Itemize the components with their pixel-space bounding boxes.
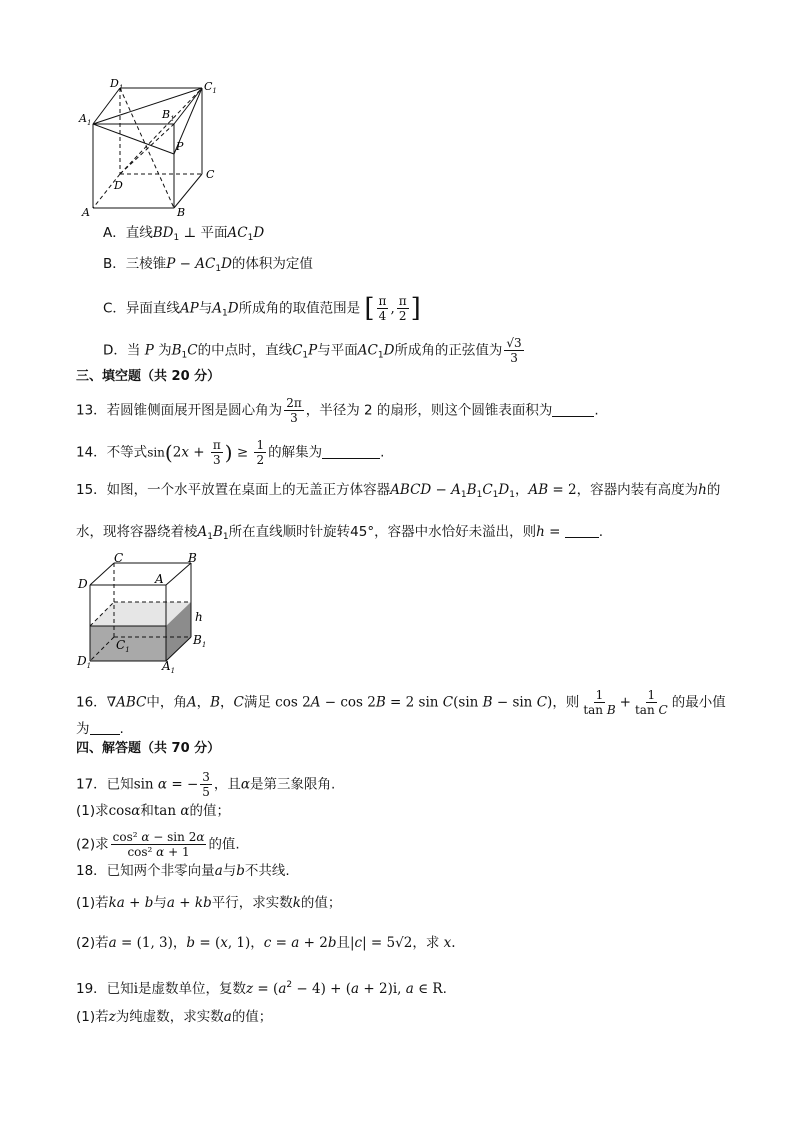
option-a: A．直线$BD_1$ ⊥ 平面$AC_1D$	[103, 225, 265, 243]
label2-D: D	[78, 577, 88, 591]
question-19-part-1: (1)若z为纯虚数，求实数a的值；	[76, 1009, 273, 1025]
question-13: 13．若圆锥侧面展开图是圆心角为 $\frac{2\pi}{3}$ ，半径为 2 的扇形，则这个圆锥表面积为 .	[76, 396, 599, 425]
question-18-part-2: (2)若a = (1, 3)，b = (x, 1)，c = a + 2b且|c| = 5√2，求 x.	[76, 935, 456, 951]
container-figure	[76, 553, 216, 673]
question-16-line-2: 为 .	[76, 721, 124, 737]
label-B1: $B_1$	[162, 108, 175, 123]
label2-C: C	[114, 553, 124, 565]
option-b: B．三棱锥$P - AC_1D$的体积为定值	[103, 256, 313, 274]
question-15-line-2: 水，现将容器绕着棱$A_1B_1$所在直线顺时针旋转45°，容器中水恰好未溢出，则h = .	[76, 524, 603, 542]
question-17-part-1: (1)求cosα和tan α的值；	[76, 803, 230, 819]
label-D: D	[114, 179, 123, 192]
label-C: C	[206, 168, 215, 181]
label2-A1: $A_1$	[162, 659, 176, 673]
label2-C1: $C_1$	[116, 638, 130, 654]
label-D1: $D_1$	[110, 77, 124, 92]
option-d: D．当 P 为$B_1C$的中点时，直线$C_1P$与平面$AC_1D$所成角的正弦值为 $\frac{√3}{3}$	[103, 336, 522, 365]
question-15-line-1: 15．如图，一个水平放置在桌面上的无盖正方体容器ABCD − $A_1B_1C_1D_1$，AB = 2，容器内装有高度为h的	[76, 482, 721, 500]
label-C1: $C_1$	[204, 80, 217, 95]
label2-D1: $D_1$	[77, 654, 92, 670]
question-19: 19．已知i是虚数单位，复数$z = (a^2 - 4) + (a + 2)i$, a ∈ R.	[76, 980, 447, 997]
question-16: 16．∇ABC中，角A，B，C满足 cos 2A − cos 2B = 2 sin C(sin B − sin C)，则 $\frac{1}{\text{tan B}}$ + $\frac{1}{\text{tan C}}$ 的最小值	[76, 688, 726, 717]
question-17-part-2: (2)求 $\frac{\text{cos² α − sin 2α}}{\text{cos² α + 1}}$ 的值.	[76, 830, 240, 859]
label-A1: $A_1$	[79, 112, 92, 127]
question-18: 18．已知两个非零向量a与b不共线.	[76, 863, 290, 879]
section-3-title: 三、填空题（共 20 分）	[76, 369, 221, 384]
label-B: B	[177, 206, 186, 219]
label2-A: A	[155, 572, 164, 586]
section-4-title: 四、解答题（共 70 分）	[76, 741, 221, 756]
cube-figure-1	[76, 74, 226, 222]
option-c: C．异面直线AP与$A_1D$所成角的取值范围是 [ $\frac{\pi}{4}$ , $\frac{\pi}{2}$ ]	[103, 293, 421, 324]
question-14: 14．不等式sin(2x + $\frac{\pi}{3}$ ) ≥ $\frac{1}{2}$ 的解集为 .	[76, 438, 385, 467]
question-18-part-1: (1)若ka + b与a + kb平行，求实数k的值；	[76, 895, 342, 911]
question-17: 17．已知sin α = − $\frac{3}{5}$ ，且α是第三象限角.	[76, 770, 336, 799]
label2-h: h	[195, 610, 203, 624]
label-A: A	[82, 206, 90, 219]
label2-B1: $B_1$	[193, 633, 207, 649]
label-P: P	[176, 140, 184, 153]
label2-B: B	[188, 553, 197, 565]
